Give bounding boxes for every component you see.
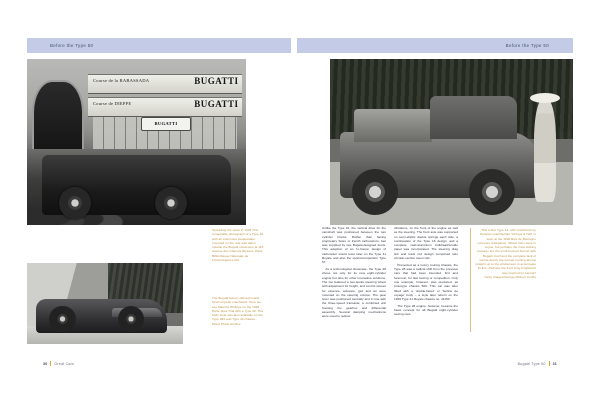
folio-left	[43, 361, 74, 366]
folio-right	[518, 361, 557, 366]
running-head-right	[297, 38, 573, 53]
banner-dieppe-event: Course de DIEPPE	[92, 101, 132, 107]
caption-mountain	[212, 296, 264, 326]
showroom-banner-rabassada	[88, 74, 241, 94]
folio-left-section: Great Cars	[54, 361, 74, 366]
body-paragraph: Presented as a luxury touring chassis, the Type 28 was a radical shift from the previous cars that had been intended, first and foremost, for fast touring or competition. Only one example, however, was produced, as prototype chassis 500. This car was later fitted with a 'double-faced' or 'berline de voyage' body – a style later reborn on the 1929 Type 41 Royale chassis no. 41150.	[394, 262, 458, 302]
folio-right-section: Bugatti Type 50	[517, 361, 546, 366]
car-wheel-front	[118, 306, 144, 332]
photo-bugatti-showroom-crowd	[27, 59, 246, 225]
photo-type44-concours	[330, 59, 573, 225]
caption-rule-divider	[470, 228, 471, 332]
running-head-left	[27, 38, 291, 53]
folio-left-page-number: 30	[43, 361, 48, 366]
body-column-one	[322, 226, 386, 321]
type44-cabin	[430, 96, 517, 139]
body-paragraph: The Type 28 engine, however, became the basic concept for all Bugatti eight-cylinder touring cars.	[394, 303, 458, 317]
folio-right-page-number: 31	[552, 361, 557, 366]
type44-wheel-front	[352, 169, 398, 215]
caption-type44	[474, 228, 536, 279]
banner-dieppe-title: BUGATTI	[194, 98, 239, 109]
body-paragraph: vibrations, on the front of the engine as well as the steering. The front axle was supported on semi-elliptic double springs each side, a continuation of the Type 16 design, and a complete cast-aluminium bulkhead/scuttle panel was incorporated. The steering drag link and track rod design comprised twin circular-section steel rods.	[394, 226, 458, 261]
car-wheel-rear	[49, 306, 75, 332]
caption-showroom-credit: Bibliothèque Nationale de France/Agence Rol	[212, 253, 249, 262]
caption-showroom	[212, 228, 264, 262]
body-paragraph: Unlike the Type 16, the vertical drive for the camshaft was positioned between the two cylinder blocks. Rather than having proprietary Solex or Zenith carburettors, fuel was supplied by two Bugatti-designed items. This adoption of an 'in-house' design of carburettor would recur later on the Type 41 Royale and also the sports/competition Type 57.	[322, 226, 386, 265]
type44-bonnet	[354, 109, 432, 142]
caption-type44-credit: Getty Images/George Rinhart Corbis	[484, 274, 536, 279]
folio-divider-icon	[50, 361, 51, 366]
photo-grand-sport-torpedo-mountain	[27, 263, 183, 344]
running-head-left-label: Before the Type 50	[50, 43, 94, 48]
running-head-right-label: Before the Type 50	[505, 43, 549, 48]
banner-rabassada-event: Course de la RABASSADA	[92, 78, 150, 84]
caption-showroom-text: Spreading the news in 1925 This remarkable photograph of a Type 30 with an enormous loudspeaker mounted on the rear was taken outside the Bugatti showroom at 115 Avenue des Champs-Élysées, Paris.	[212, 228, 264, 254]
car-wheel-front	[59, 187, 91, 219]
type44-model-figure	[534, 99, 556, 202]
body-column-two	[394, 226, 458, 319]
type44-wheel-rear	[469, 169, 515, 215]
caption-mountain-text: The Bugatti factory offered Grand Sport torpedo coachwork. Here we see Maurice Philippe on the 1925 Paris–Nice Trial with a Type 40. This body style was also available on the Type 38A and Type 43 chassis.	[212, 296, 264, 322]
model-hat	[530, 93, 561, 103]
mountain-type40-car	[36, 299, 167, 333]
folio-divider-icon	[549, 361, 550, 366]
banner-rabassada-title: BUGATTI	[194, 75, 239, 86]
caption-mountain-credit: Motor Photo Archive	[212, 321, 241, 326]
showroom-sign-plate: BUGATTI	[141, 117, 191, 131]
car-wheel-rear	[155, 187, 187, 219]
showroom-banner-dieppe	[88, 97, 241, 117]
body-paragraph: As a technological showcase, the Type 28 shone not only for its new eight-cylinder engine but also for other innovative solutions. The car featured a two-spoke steering wheel with adjustment for height, and control screws for essence, advance, gaz and air were mounted on the steering column. The gear lever was positioned centrally and in line with the three-speed transaxle; a combined unit housing the gearbox and differential assembly. Several damping mechanisms were used to reduce	[322, 267, 386, 319]
caption-type44-text: This 2-litre Type 44, with coachwork by Parisian coachbuilder Vizcaya & Half, is seen at the 1930 Bois de Boulogne concours d'élégance. Wheel trims were in vogue, but perhaps the most striking features are the multi-louvred bonnet with Bugatti motif and the complete lack of scuttle depth, the bonnet running almost straight up to the windscreen to accentuate its line. Perhaps the front wing brightwork was inspired by Lancia?	[475, 228, 536, 275]
showroom-type30-car	[42, 155, 230, 215]
